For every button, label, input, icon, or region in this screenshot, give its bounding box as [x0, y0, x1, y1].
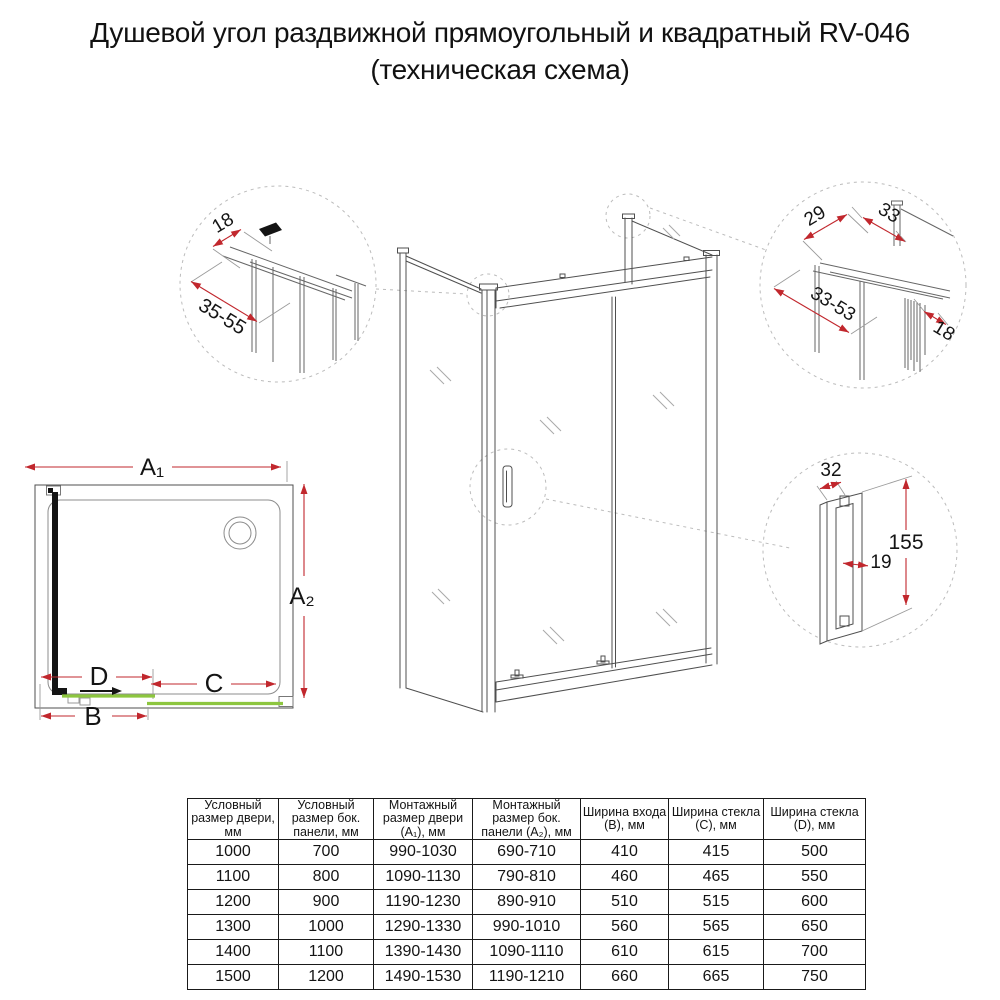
column-header-2: Монтажный размер двери (А₁), мм: [374, 799, 473, 840]
cell-r5-c1: 1200: [279, 965, 374, 990]
roller-bolts: [511, 257, 689, 678]
detail-top-right-labels: [801, 199, 959, 346]
cell-r4-c4: 610: [581, 940, 669, 965]
cell-r2-c2: 1190-1230: [374, 890, 473, 915]
label-c: C: [204, 668, 224, 698]
cell-r2-c3: 890-910: [473, 890, 581, 915]
frame-left-profile: [482, 290, 495, 712]
cell-r4-c6: 700: [764, 940, 866, 965]
left-wall-profile: [400, 253, 406, 688]
detail-circle-top-left: [180, 186, 376, 382]
side-glass-plan: [52, 492, 58, 690]
spec-table-body: [188, 840, 866, 990]
cell-r0-c3: 690-710: [473, 840, 581, 865]
spec-table: [187, 798, 866, 990]
plan-outer-rect: [35, 485, 293, 708]
plan-dimension-lines: [25, 467, 304, 716]
label-a1: A₁: [139, 454, 165, 481]
table-row-3: [188, 915, 866, 940]
leader-line-left: [376, 289, 467, 294]
cell-r5-c6: 750: [764, 965, 866, 990]
dim-35-55: 35-55: [194, 294, 250, 340]
cell-r3-c5: 565: [669, 915, 764, 940]
cell-r5-c2: 1490-1530: [374, 965, 473, 990]
cell-r0-c0: 1000: [188, 840, 279, 865]
title-line-1: Душевой угол раздвижной прямоугольный и квадратный RV-046: [90, 17, 910, 48]
plan-view: [25, 461, 304, 720]
cell-r3-c4: 560: [581, 915, 669, 940]
shower-tray: [48, 500, 280, 694]
cell-r1-c1: 800: [279, 865, 374, 890]
top-rail: [496, 257, 712, 308]
door-divider: [612, 297, 616, 668]
table-row-1: [188, 865, 866, 890]
label-b: B: [84, 701, 102, 731]
detail-handle: [817, 476, 912, 644]
cell-r4-c5: 615: [669, 940, 764, 965]
table-row-4: [188, 940, 866, 965]
riser-profile-cap: [623, 214, 635, 219]
back-panel-top-edge: [632, 221, 712, 255]
leader-line-right: [650, 208, 766, 250]
cell-r4-c2: 1390-1430: [374, 940, 473, 965]
cell-r1-c3: 790-810: [473, 865, 581, 890]
cell-r3-c3: 990-1010: [473, 915, 581, 940]
column-header-3: Монтажный размер бок. панели (А₂), мм: [473, 799, 581, 840]
cell-r5-c5: 665: [669, 965, 764, 990]
cell-r1-c2: 1090-1130: [374, 865, 473, 890]
detail-top-right: [774, 198, 953, 380]
cell-r1-c6: 550: [764, 865, 866, 890]
frame-right-profile: [706, 255, 717, 664]
column-header-5: Ширина стекла (C), мм: [669, 799, 764, 840]
cell-r3-c0: 1300: [188, 915, 279, 940]
cell-r2-c5: 515: [669, 890, 764, 915]
spec-table-head: [188, 799, 866, 840]
enclosure-3d-view: [398, 214, 720, 712]
column-header-6: Ширина стекла (D), мм: [764, 799, 866, 840]
drain-inner: [229, 522, 251, 544]
detail-top-left: [191, 223, 366, 374]
column-header-0: Условный размер двери, мм: [188, 799, 279, 840]
cell-r5-c3: 1190-1210: [473, 965, 581, 990]
door-handle-3d: [503, 466, 512, 507]
cell-r0-c1: 700: [279, 840, 374, 865]
column-header-4: Ширина входа (B), мм: [581, 799, 669, 840]
dim-29: 29: [800, 201, 830, 231]
label-d: D: [89, 661, 109, 691]
cell-r3-c2: 1290-1330: [374, 915, 473, 940]
side-panel-bottom-edge: [406, 688, 483, 712]
detail-circle-top-right: [760, 182, 966, 388]
title-line-2: (техническая схема): [370, 54, 630, 85]
roller-carriage-block: [259, 223, 282, 237]
dim-18-left: 18: [208, 208, 238, 238]
dim-155: 155: [888, 531, 924, 554]
cell-r3-c6: 650: [764, 915, 866, 940]
cell-r2-c1: 900: [279, 890, 374, 915]
cell-r1-c4: 460: [581, 865, 669, 890]
cell-r5-c4: 660: [581, 965, 669, 990]
cell-r4-c0: 1400: [188, 940, 279, 965]
dim-33-53: 33-53: [806, 282, 860, 326]
table-row-2: [188, 890, 866, 915]
cell-r4-c3: 1090-1110: [473, 940, 581, 965]
dim-18-right: 18: [929, 316, 959, 346]
table-row-5: [188, 965, 866, 990]
table-row-0: [188, 840, 866, 865]
dim-19: 19: [870, 552, 892, 573]
dim-32: 32: [820, 460, 842, 481]
back-wall-profile: [625, 218, 632, 284]
cell-r5-c0: 1500: [188, 965, 279, 990]
dim-33: 33: [874, 198, 904, 228]
label-a2: A₂: [289, 583, 315, 610]
cell-r2-c6: 600: [764, 890, 866, 915]
cell-r3-c1: 1000: [279, 915, 374, 940]
cell-r0-c6: 500: [764, 840, 866, 865]
cell-r0-c4: 410: [581, 840, 669, 865]
callout-door-corner: [467, 274, 509, 316]
cell-r2-c4: 510: [581, 890, 669, 915]
leader-line-handle: [546, 499, 790, 548]
side-glass-foot: [52, 688, 67, 695]
cell-r4-c1: 1100: [279, 940, 374, 965]
callout-wall-profile: [606, 194, 650, 238]
side-panel-top-edge: [406, 256, 481, 293]
column-header-1: Условный размер бок. панели, мм: [279, 799, 374, 840]
glass-shine-marks: [430, 225, 680, 644]
cell-r1-c0: 1100: [188, 865, 279, 890]
cell-r0-c5: 415: [669, 840, 764, 865]
cell-r0-c2: 990-1030: [374, 840, 473, 865]
cell-r1-c5: 465: [669, 865, 764, 890]
frame-corner-cap: [480, 284, 498, 290]
handle-cutout: [836, 504, 853, 630]
wall-profile-cap: [398, 248, 409, 253]
cell-r2-c0: 1200: [188, 890, 279, 915]
